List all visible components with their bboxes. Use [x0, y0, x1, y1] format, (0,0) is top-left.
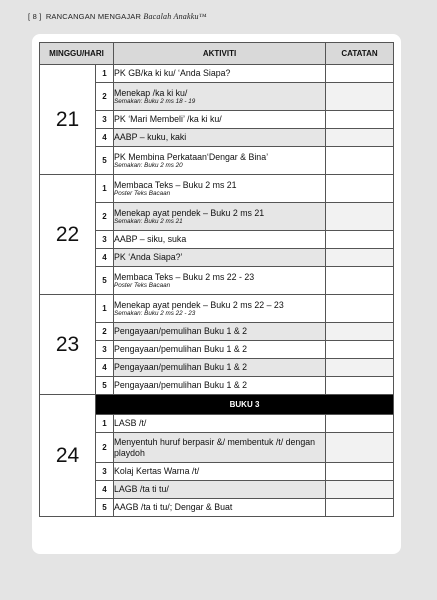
- notes-cell[interactable]: [326, 111, 394, 129]
- book-heading-row: [40, 395, 394, 415]
- activity-text: Menekap ayat pendek – Buku 2 ms 21: [114, 207, 265, 218]
- activity-cell: [114, 175, 326, 203]
- day-number: 3: [96, 111, 114, 129]
- activity-text: Membaca Teks – Buku 2 ms 21: [114, 179, 237, 190]
- day-number: 5: [96, 499, 114, 517]
- activity-text: Membaca Teks – Buku 2 ms 22 - 23: [114, 271, 255, 282]
- activity-note: Semakan: Buku 2 ms 20: [114, 161, 183, 169]
- table-body: [40, 65, 394, 517]
- activity-text: Menekap ayat pendek – Buku 2 ms 22 – 23: [114, 299, 284, 310]
- activity-text: Pengayaan/pemulihan Buku 1 & 2: [114, 344, 248, 355]
- notes-cell[interactable]: [326, 341, 394, 359]
- day-number: 4: [96, 249, 114, 267]
- activity-cell: [114, 377, 326, 395]
- activity-cell: [114, 147, 326, 175]
- page-number: [ 8 ]: [28, 12, 42, 21]
- week-number: 22: [40, 175, 96, 295]
- activity-cell: [114, 83, 326, 111]
- day-number: 5: [96, 267, 114, 295]
- activity-text: Pengayaan/pemulihan Buku 1 & 2: [114, 326, 248, 337]
- notes-cell[interactable]: [326, 203, 394, 231]
- notes-cell[interactable]: [326, 499, 394, 517]
- notes-cell[interactable]: [326, 65, 394, 83]
- notes-cell[interactable]: [326, 175, 394, 203]
- activity-text: AAGB /ta ti tu/; Dengar & Buat: [114, 502, 233, 513]
- table-row: [40, 175, 394, 203]
- activity-cell: [114, 499, 326, 517]
- day-number: 3: [96, 231, 114, 249]
- activity-cell: [114, 481, 326, 499]
- table-header-row: [40, 43, 394, 65]
- notes-cell[interactable]: [326, 433, 394, 463]
- day-number: 5: [96, 377, 114, 395]
- activity-cell: [114, 295, 326, 323]
- week-number: 24: [40, 395, 96, 517]
- notes-cell[interactable]: [326, 267, 394, 295]
- notes-cell[interactable]: [326, 147, 394, 175]
- activity-cell: [114, 415, 326, 433]
- activity-note: Poster Teks Bacaan: [114, 189, 171, 197]
- activity-cell: [114, 267, 326, 295]
- notes-cell[interactable]: [326, 377, 394, 395]
- activity-note: Semakan: Buku 2 ms 18 - 19: [114, 97, 196, 105]
- day-number: 4: [96, 481, 114, 499]
- activity-text: Menyentuh huruf berpasir &/ membentuk /t/ dengan playdoh: [114, 437, 315, 458]
- notes-cell[interactable]: [326, 129, 394, 147]
- activity-text: Kolaj Kertas Warna /t/: [114, 466, 200, 477]
- day-number: 3: [96, 463, 114, 481]
- day-number: 1: [96, 295, 114, 323]
- activity-cell: [114, 231, 326, 249]
- day-number: 5: [96, 147, 114, 175]
- activity-cell: [114, 203, 326, 231]
- activity-text: PK ‘Anda Siapa?’: [114, 252, 183, 263]
- notes-cell[interactable]: [326, 83, 394, 111]
- notes-cell[interactable]: [326, 323, 394, 341]
- activity-cell: [114, 249, 326, 267]
- activity-note: Semakan: Buku 2 ms 22 - 23: [114, 309, 196, 317]
- page-title: RANCANGAN MENGAJAR: [45, 12, 142, 21]
- activity-cell: [114, 359, 326, 377]
- lesson-plan-table: [39, 42, 394, 517]
- activity-text: AABP – kuku, kaki: [114, 132, 187, 143]
- activity-text: AABP – siku, suka: [114, 234, 187, 245]
- table-row: [40, 295, 394, 323]
- activity-cell: [114, 341, 326, 359]
- notes-cell[interactable]: [326, 481, 394, 499]
- week-number: 21: [40, 65, 96, 175]
- series-title: Bacalah Anakku™: [143, 12, 207, 21]
- day-number: 4: [96, 129, 114, 147]
- week-number: 23: [40, 295, 96, 395]
- activity-cell: [114, 323, 326, 341]
- day-number: 1: [96, 175, 114, 203]
- activity-text: LAGB /ta ti tu/: [114, 484, 169, 495]
- column-header-activity: AKTIVITI: [114, 43, 326, 65]
- activity-cell: [114, 111, 326, 129]
- page-header: [28, 12, 207, 21]
- notes-cell[interactable]: [326, 359, 394, 377]
- book-label: BUKU 3: [96, 395, 394, 415]
- day-number: 2: [96, 83, 114, 111]
- day-number: 1: [96, 65, 114, 83]
- activity-text: PK ‘Mari Membeli’ /ka ki ku/: [114, 114, 222, 125]
- column-header-week: MINGGU/HARI: [40, 43, 114, 65]
- notes-cell[interactable]: [326, 463, 394, 481]
- day-number: 3: [96, 341, 114, 359]
- notes-cell[interactable]: [326, 295, 394, 323]
- notes-cell[interactable]: [326, 415, 394, 433]
- day-number: 2: [96, 203, 114, 231]
- day-number: 2: [96, 433, 114, 463]
- column-header-notes: CATATAN: [326, 43, 394, 65]
- activity-text: PK Membina Perkataan‘Dengar & Bina’: [114, 151, 269, 162]
- day-number: 1: [96, 415, 114, 433]
- activity-cell: [114, 129, 326, 147]
- activity-text: PK GB/ka ki ku/ ‘Anda Siapa?: [114, 68, 231, 79]
- activity-text: LASB /t/: [114, 418, 147, 429]
- activity-text: Pengayaan/pemulihan Buku 1 & 2: [114, 380, 248, 391]
- day-number: 4: [96, 359, 114, 377]
- activity-text: Menekap /ka ki ku/: [114, 87, 188, 98]
- table-row: [40, 65, 394, 83]
- activity-note: Semakan: Buku 2 ms 21: [114, 217, 183, 225]
- activity-text: Pengayaan/pemulihan Buku 1 & 2: [114, 362, 248, 373]
- day-number: 2: [96, 323, 114, 341]
- activity-cell: [114, 433, 326, 463]
- activity-cell: [114, 463, 326, 481]
- activity-note: Poster Teks Bacaan: [114, 281, 171, 289]
- notes-cell[interactable]: [326, 249, 394, 267]
- notes-cell[interactable]: [326, 231, 394, 249]
- activity-cell: [114, 65, 326, 83]
